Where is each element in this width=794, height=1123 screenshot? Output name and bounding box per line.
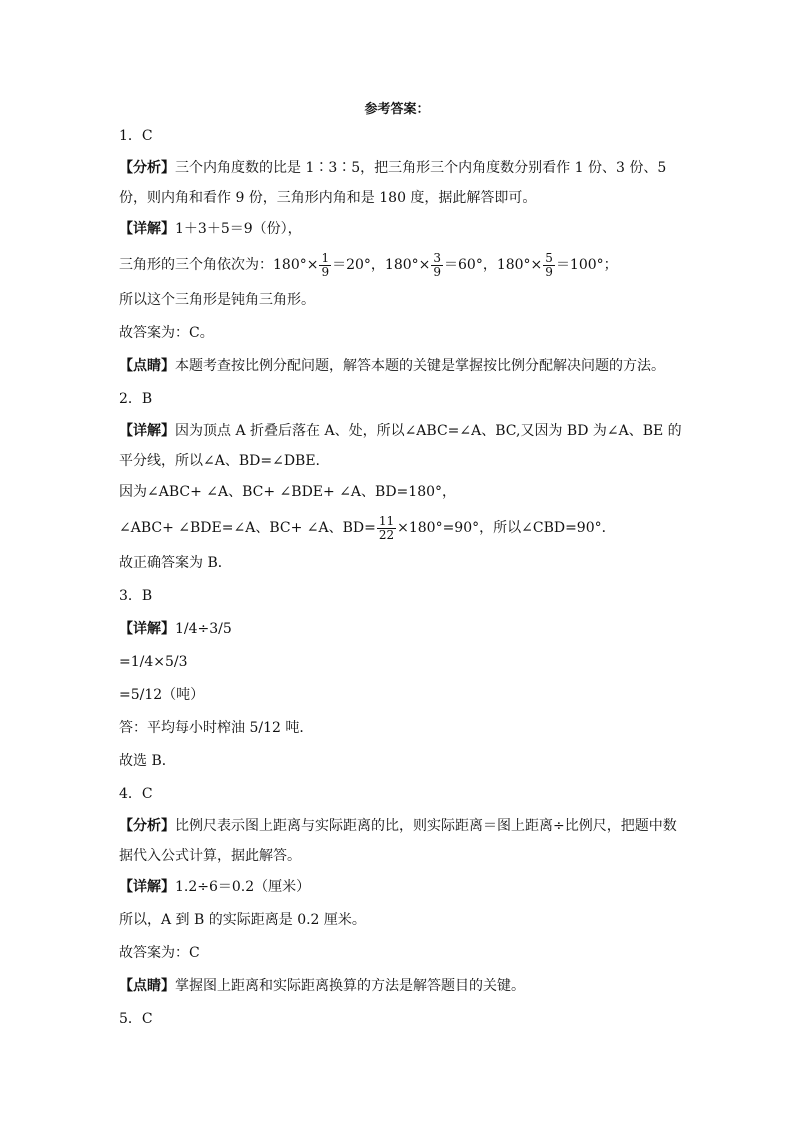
- fraction-denominator: 9: [545, 264, 553, 279]
- q4-detail: [119, 871, 689, 904]
- q4-comment: [119, 970, 689, 1003]
- fraction-numerator: 1: [321, 250, 330, 265]
- fraction: [543, 252, 555, 279]
- analysis-tag: 【分析】: [119, 818, 175, 834]
- detail-tag: 【详解】: [119, 221, 175, 237]
- answer-content: [119, 120, 689, 1036]
- q3-step2: =5/12（吨）: [119, 687, 205, 703]
- fraction: [431, 252, 443, 279]
- q1-angle-3: ＝100°；: [555, 257, 618, 273]
- q1-detail-text: 1＋3＋5＝9（份），: [175, 221, 302, 237]
- comment-tag: 【点睛】: [119, 978, 175, 994]
- q5-number: 5．C: [119, 1011, 153, 1027]
- fraction-numerator: 5: [545, 250, 553, 265]
- detail-tag: 【详解】: [119, 879, 175, 895]
- q3-step1: =1/4×5/3: [119, 654, 188, 670]
- q2-number: 2．B: [119, 391, 153, 407]
- q1-angle-1: ＝20°，180°×: [332, 257, 431, 273]
- q2-line3-prefix: ∠ABC+ ∠BDE=∠A、BC+ ∠A、BD=: [119, 520, 376, 536]
- q1-analysis: [119, 153, 689, 213]
- q4-comment-text: 掌握图上距离和实际距离换算的方法是解答题目的关键。: [175, 978, 525, 994]
- q2-detail: [119, 416, 689, 476]
- q1-number: 1．C: [119, 128, 153, 144]
- q1-comment-text: 本题考查按比例分配问题，解答本题的关键是掌握按比例分配解决问题的方法。: [175, 358, 665, 374]
- q4-answer: 故答案为：C: [119, 945, 200, 961]
- q2-line3: [119, 509, 689, 547]
- fraction-denominator: 9: [321, 264, 330, 279]
- q1-analysis-text: 三个内角度数的比是 1∶3∶5，把三角形三个内角度数分别看作 1 份、3 份、5 份，则内角和看作 9 份，三角形内角和是 180 度，据此解答即可。: [119, 160, 667, 206]
- q1-answer: 故答案为：C。: [119, 325, 214, 341]
- q4-number: 4．C: [119, 786, 153, 802]
- q2-detail-text: 因为顶点 A 折叠后落在 A、处，所以∠ABC=∠A、BC,又因为 BD 为∠A、BE 的平分线，所以∠A、BD=∠DBE.: [119, 423, 682, 469]
- q3-number: 3．B: [119, 588, 153, 604]
- page-title: 参考答案：: [364, 102, 430, 117]
- q2-answer: 故正确答案为 B．: [119, 555, 232, 571]
- fraction-numerator: 3: [433, 250, 442, 265]
- q1-detail: [119, 213, 689, 246]
- q3-detail-text: 1/4÷3/5: [175, 621, 232, 637]
- analysis-tag: 【分析】: [119, 160, 175, 176]
- q1-angles: [119, 246, 689, 284]
- q1-comment: [119, 350, 689, 383]
- q2-line3-suffix: ×180°=90°，所以∠CBD=90°．: [397, 520, 616, 536]
- q1-conclusion: 所以这个三角形是钝角三角形。: [119, 292, 315, 308]
- fraction-denominator: 22: [378, 527, 395, 542]
- q4-detail-text: 1.2÷6＝0.2（厘米）: [175, 879, 311, 895]
- fraction-denominator: 9: [433, 264, 442, 279]
- comment-tag: 【点睛】: [119, 358, 175, 374]
- q4-analysis: [119, 811, 689, 871]
- detail-tag: 【详解】: [119, 423, 175, 439]
- q4-conclusion: 所以，A 到 B 的实际距离是 0.2 厘米。: [119, 912, 366, 928]
- q3-detail: [119, 613, 689, 646]
- fraction: [377, 515, 396, 542]
- q3-reply: 答：平均每小时榨油 5/12 吨．: [119, 720, 314, 736]
- detail-tag: 【详解】: [119, 621, 175, 637]
- q1-angle-2: ＝60°，180°×: [444, 257, 543, 273]
- fraction-numerator: 11: [378, 513, 395, 528]
- q4-analysis-text: 比例尺表示图上距离与实际距离的比，则实际距离＝图上距离÷比例尺，把题中数据代入公式计算，据此解答。: [119, 818, 677, 864]
- q1-angles-prefix: 三角形的三个角依次为：180°×: [119, 257, 319, 273]
- q2-line2: 因为∠ABC+ ∠A、BC+ ∠BDE+ ∠A、BD=180°，: [119, 484, 457, 500]
- q3-answer: 故选 B．: [119, 753, 176, 769]
- fraction: [319, 252, 331, 279]
